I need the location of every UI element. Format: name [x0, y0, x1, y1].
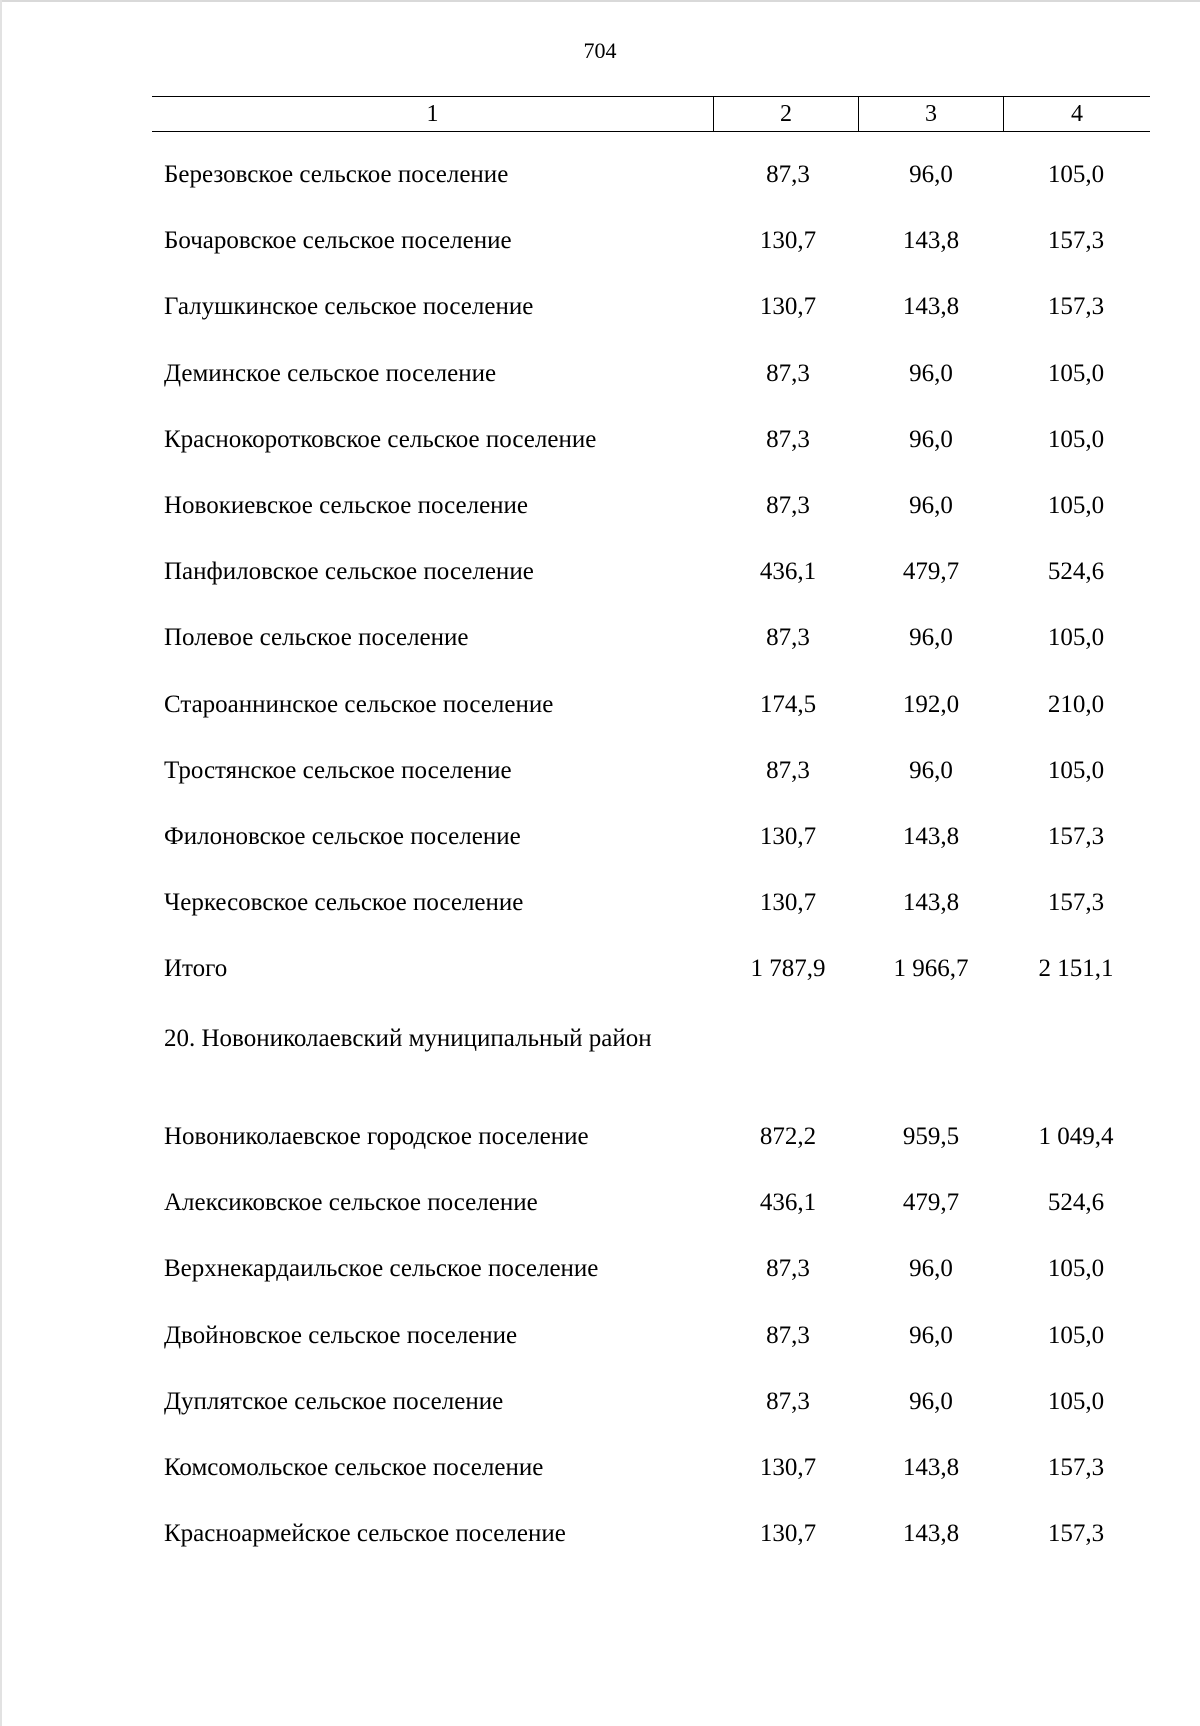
row-value-col4: 157,3 [1047, 293, 1105, 320]
row-value-col2: 87,3 [766, 1255, 810, 1282]
row-name: Бочаровское сельское поселение [164, 227, 512, 254]
table-row [0, 688, 1200, 722]
row-value-col3: 96,0 [909, 360, 953, 387]
row-value-col3: 959,5 [902, 1123, 960, 1150]
row-value-col3: 143,8 [902, 227, 960, 254]
row-value-col4: 105,0 [1047, 1255, 1105, 1282]
row-value-col3: 96,0 [909, 426, 953, 453]
row-value-col3: 192,0 [902, 691, 960, 718]
row-value-col3: 96,0 [909, 1388, 953, 1415]
table-row [0, 555, 1200, 589]
row-value-col2: 87,3 [766, 757, 810, 784]
row-value-col3: 143,8 [902, 293, 960, 320]
row-value-col2: 87,3 [766, 1388, 810, 1415]
row-value-col3: 96,0 [909, 1322, 953, 1349]
table-row [0, 1186, 1200, 1220]
row-value-col4: 210,0 [1047, 691, 1105, 718]
row-value-col4: 105,0 [1047, 757, 1105, 784]
table-row [0, 754, 1200, 788]
column-header-1: 1 [152, 97, 714, 131]
table-row [0, 1120, 1200, 1154]
row-value-col4: 1 049,4 [1038, 1123, 1114, 1150]
table-row [0, 1451, 1200, 1485]
row-name: Черкесовское сельское поселение [164, 889, 524, 916]
row-value-col2: 130,7 [759, 1520, 817, 1547]
column-header-4: 4 [1071, 101, 1083, 127]
row-name: Красноармейское сельское поселение [164, 1520, 566, 1547]
row-value-col3: 143,8 [902, 889, 960, 916]
row-value-col3: 143,8 [902, 1454, 960, 1481]
table-row [0, 158, 1200, 192]
row-value-col4: 105,0 [1047, 624, 1105, 651]
row-value-col4: 157,3 [1047, 1520, 1105, 1547]
column-header-2: 2 [714, 97, 859, 131]
row-name: Комсомольское сельское поселение [164, 1454, 544, 1481]
row-value-col2: 1 787,9 [750, 955, 826, 982]
row-value-col4: 105,0 [1047, 1388, 1105, 1415]
row-value-col2: 436,1 [759, 1189, 817, 1216]
row-value-col2: 87,3 [766, 1322, 810, 1349]
column-header-3: 3 [859, 97, 1004, 131]
row-name: Полевое сельское поселение [164, 624, 469, 651]
row-value-col2: 87,3 [766, 624, 810, 651]
table-row [0, 1252, 1200, 1286]
row-value-col3: 96,0 [909, 624, 953, 651]
row-value-col2: 130,7 [759, 1454, 817, 1481]
table-row [0, 820, 1200, 854]
row-value-col3: 96,0 [909, 492, 953, 519]
table-row [0, 290, 1200, 324]
row-value-col4: 105,0 [1047, 1322, 1105, 1349]
row-name: Староаннинское сельское поселение [164, 691, 554, 718]
row-name: Итого [164, 955, 228, 982]
row-value-col2: 130,7 [759, 889, 817, 916]
row-value-col2: 130,7 [759, 227, 817, 254]
table-row [0, 886, 1200, 920]
row-name: Дуплятское сельское поселение [164, 1388, 504, 1415]
row-value-col2: 87,3 [766, 426, 810, 453]
row-value-col2: 872,2 [759, 1123, 817, 1150]
row-value-col4: 157,3 [1047, 227, 1105, 254]
row-name: Двойновское сельское поселение [164, 1322, 518, 1349]
row-value-col4: 105,0 [1047, 426, 1105, 453]
row-value-col3: 143,8 [902, 1520, 960, 1547]
row-value-col3: 143,8 [902, 823, 960, 850]
row-value-col3: 96,0 [909, 757, 953, 784]
row-value-col4: 524,6 [1047, 1189, 1105, 1216]
row-name: Галушкинское сельское поселение [164, 293, 534, 320]
row-value-col2: 87,3 [766, 492, 810, 519]
row-value-col2: 130,7 [759, 823, 817, 850]
page-number: 704 [583, 38, 617, 63]
row-value-col3: 1 966,7 [893, 955, 969, 982]
row-value-col3: 479,7 [902, 558, 960, 585]
row-name: Краснокоротковское сельское поселение [164, 426, 597, 453]
row-name: Алексиковское сельское поселение [164, 1189, 538, 1216]
row-name: Верхнекардаильское сельское поселение [164, 1255, 599, 1282]
row-value-col2: 436,1 [759, 558, 817, 585]
table-row [0, 489, 1200, 523]
row-name: Тростянское сельское поселение [164, 757, 512, 784]
table-row [0, 423, 1200, 457]
row-value-col2: 174,5 [759, 691, 817, 718]
section-title: 20. Новониколаевский муниципальный район [164, 1025, 652, 1052]
table-row [0, 357, 1200, 391]
row-value-col4: 157,3 [1047, 1454, 1105, 1481]
table-row [0, 1517, 1200, 1551]
row-value-col2: 130,7 [759, 293, 817, 320]
row-value-col3: 96,0 [909, 1255, 953, 1282]
row-value-col3: 96,0 [909, 161, 953, 188]
row-name: Новониколаевское городское поселение [164, 1123, 589, 1150]
row-value-col4: 105,0 [1047, 360, 1105, 387]
row-value-col4: 157,3 [1047, 823, 1105, 850]
row-value-col2: 87,3 [766, 161, 810, 188]
scan-edge-top [0, 0, 1200, 2]
table-row [0, 224, 1200, 258]
row-value-col4: 524,6 [1047, 558, 1105, 585]
table-row [0, 952, 1200, 986]
table-row [0, 1385, 1200, 1419]
row-name: Новокиевское сельское поселение [164, 492, 529, 519]
table-row [0, 1319, 1200, 1353]
row-name: Березовское сельское поселение [164, 161, 509, 188]
row-name: Деминское сельское поселение [164, 360, 497, 387]
row-value-col3: 479,7 [902, 1189, 960, 1216]
row-name: Филоновское сельское поселение [164, 823, 521, 850]
row-value-col2: 87,3 [766, 360, 810, 387]
table-row [0, 621, 1200, 655]
row-name: Панфиловское сельское поселение [164, 558, 534, 585]
row-value-col4: 157,3 [1047, 889, 1105, 916]
row-value-col4: 105,0 [1047, 161, 1105, 188]
row-value-col4: 2 151,1 [1038, 955, 1114, 982]
table-header [152, 96, 1150, 132]
row-value-col4: 105,0 [1047, 492, 1105, 519]
